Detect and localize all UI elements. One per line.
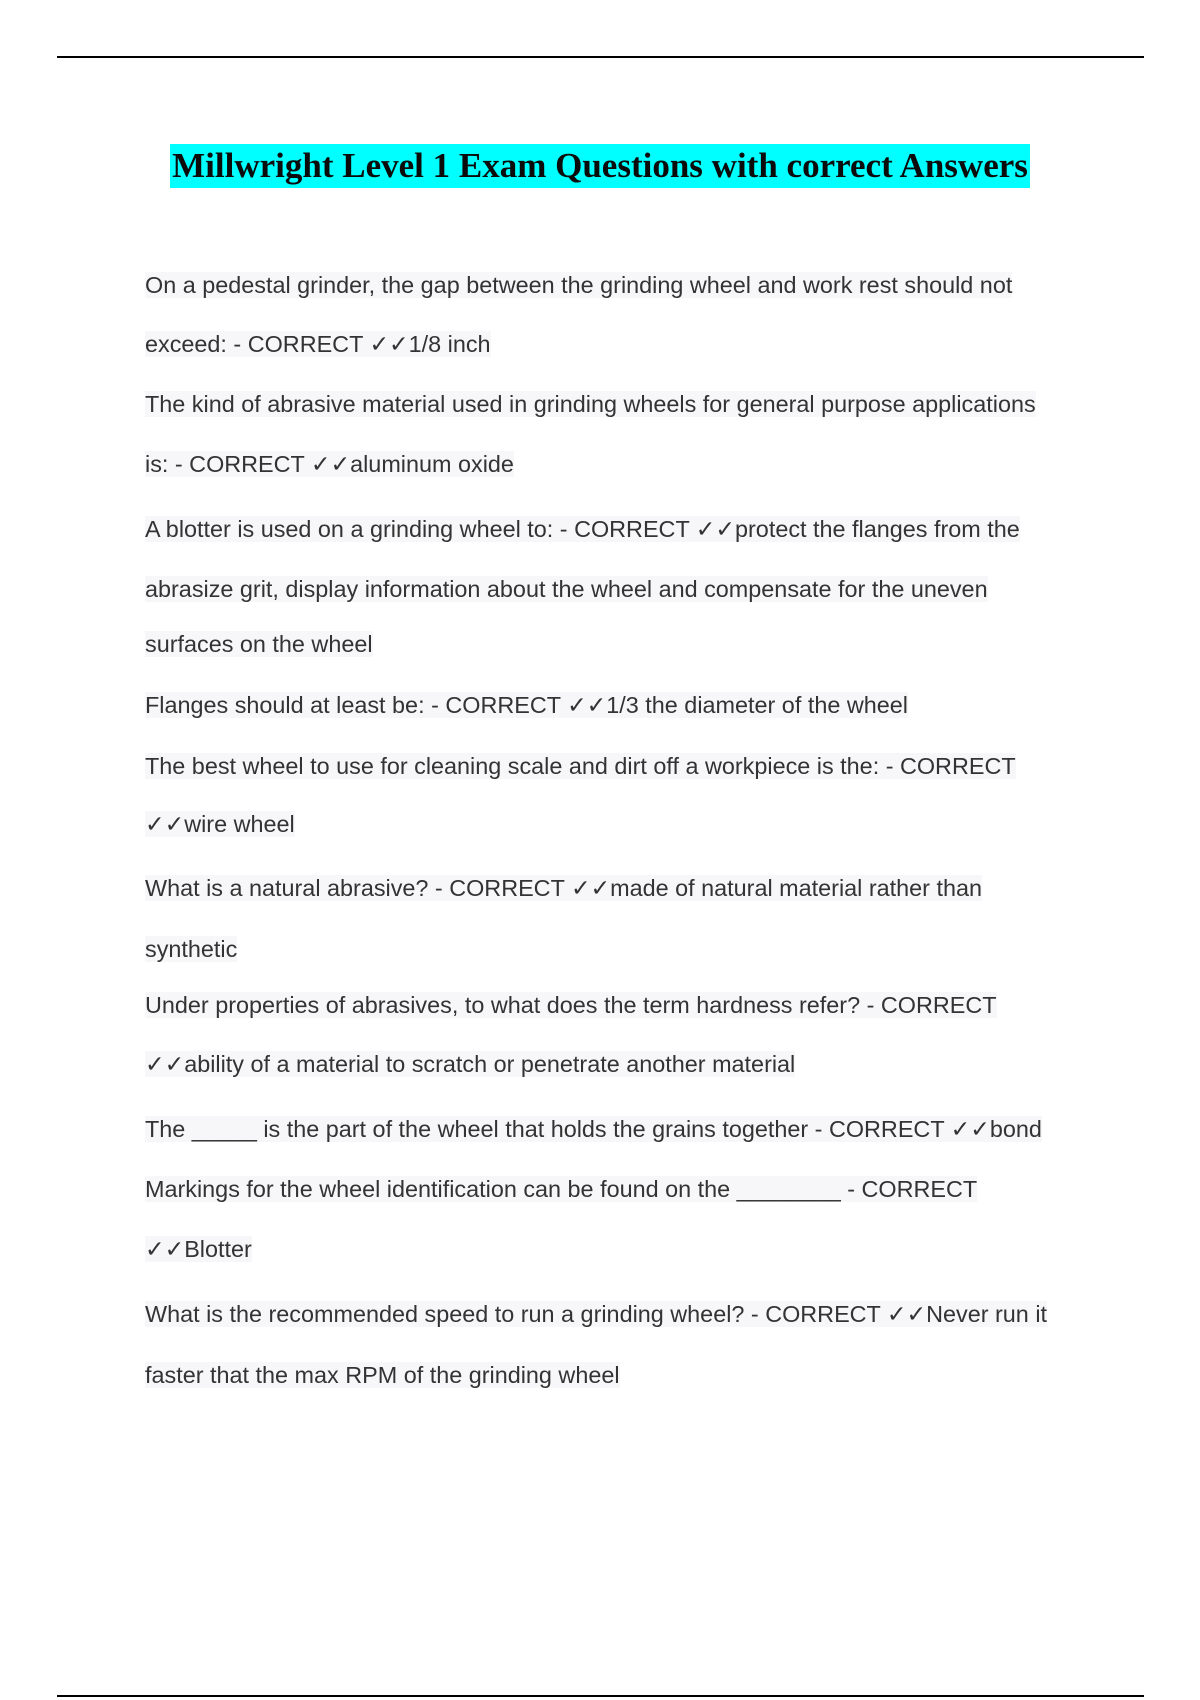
document-title: Millwright Level 1 Exam Questions with correct Answers: [170, 144, 1030, 188]
bottom-rule: [57, 1695, 1144, 1697]
text-line-content: Under properties of abrasives, to what does the term hardness refer? - CORRECT: [145, 992, 997, 1018]
text-line: [145, 449, 514, 479]
text-line-content: The kind of abrasive material used in grinding wheels for general purpose applications: [145, 391, 1036, 417]
text-line: [145, 990, 997, 1020]
text-line-content: ✓✓wire wheel: [145, 811, 295, 837]
text-line-content: On a pedestal grinder, the gap between the grinding wheel and work rest should not: [145, 272, 1013, 298]
text-line: [145, 934, 237, 964]
text-line: [145, 751, 1016, 781]
text-line: [145, 1114, 1042, 1144]
text-line-content: ✓✓ability of a material to scratch or penetrate another material: [145, 1051, 796, 1077]
text-line: [145, 1299, 1047, 1329]
text-line-content: What is the recommended speed to run a grinding wheel? - CORRECT ✓✓Never run it: [145, 1301, 1048, 1327]
text-line-content: exceed: - CORRECT ✓✓1/8 inch: [145, 331, 491, 357]
text-line-content: A blotter is used on a grinding wheel to: - CORRECT ✓✓protect the flanges from the: [145, 516, 1020, 542]
text-line: [145, 1234, 252, 1264]
text-line-content: Markings for the wheel identification can be found on the ________ - CORRECT: [145, 1176, 978, 1202]
text-line: [145, 329, 491, 359]
text-line-content: The best wheel to use for cleaning scale and dirt off a workpiece is the: - CORRECT: [145, 753, 1016, 779]
text-line: [145, 270, 1012, 300]
text-line: [145, 574, 988, 604]
text-line-content: faster that the max RPM of the grinding wheel: [145, 1362, 620, 1388]
text-line: [145, 690, 908, 720]
text-line-content: abrasize grit, display information about the wheel and compensate for the uneven: [145, 576, 988, 602]
text-line-content: is: - CORRECT ✓✓aluminum oxide: [145, 451, 514, 477]
text-line-content: What is a natural abrasive? - CORRECT ✓✓made of natural material rather than: [145, 875, 982, 901]
text-line: [145, 809, 295, 839]
text-line-content: The _____ is the part of the wheel that holds the grains together - CORRECT ✓✓bond: [145, 1116, 1042, 1142]
text-line-content: synthetic: [145, 936, 238, 962]
text-line: [145, 389, 1036, 419]
text-line: [145, 629, 373, 659]
text-line-content: ✓✓Blotter: [145, 1236, 252, 1262]
text-line: [145, 1174, 977, 1204]
text-line: [145, 514, 1020, 544]
text-line-content: Flanges should at least be: - CORRECT ✓✓1/3 the diameter of the wheel: [145, 692, 908, 718]
text-line: [145, 1049, 795, 1079]
text-line: [145, 1360, 620, 1390]
text-line: [145, 873, 982, 903]
text-line-content: surfaces on the wheel: [145, 631, 373, 657]
